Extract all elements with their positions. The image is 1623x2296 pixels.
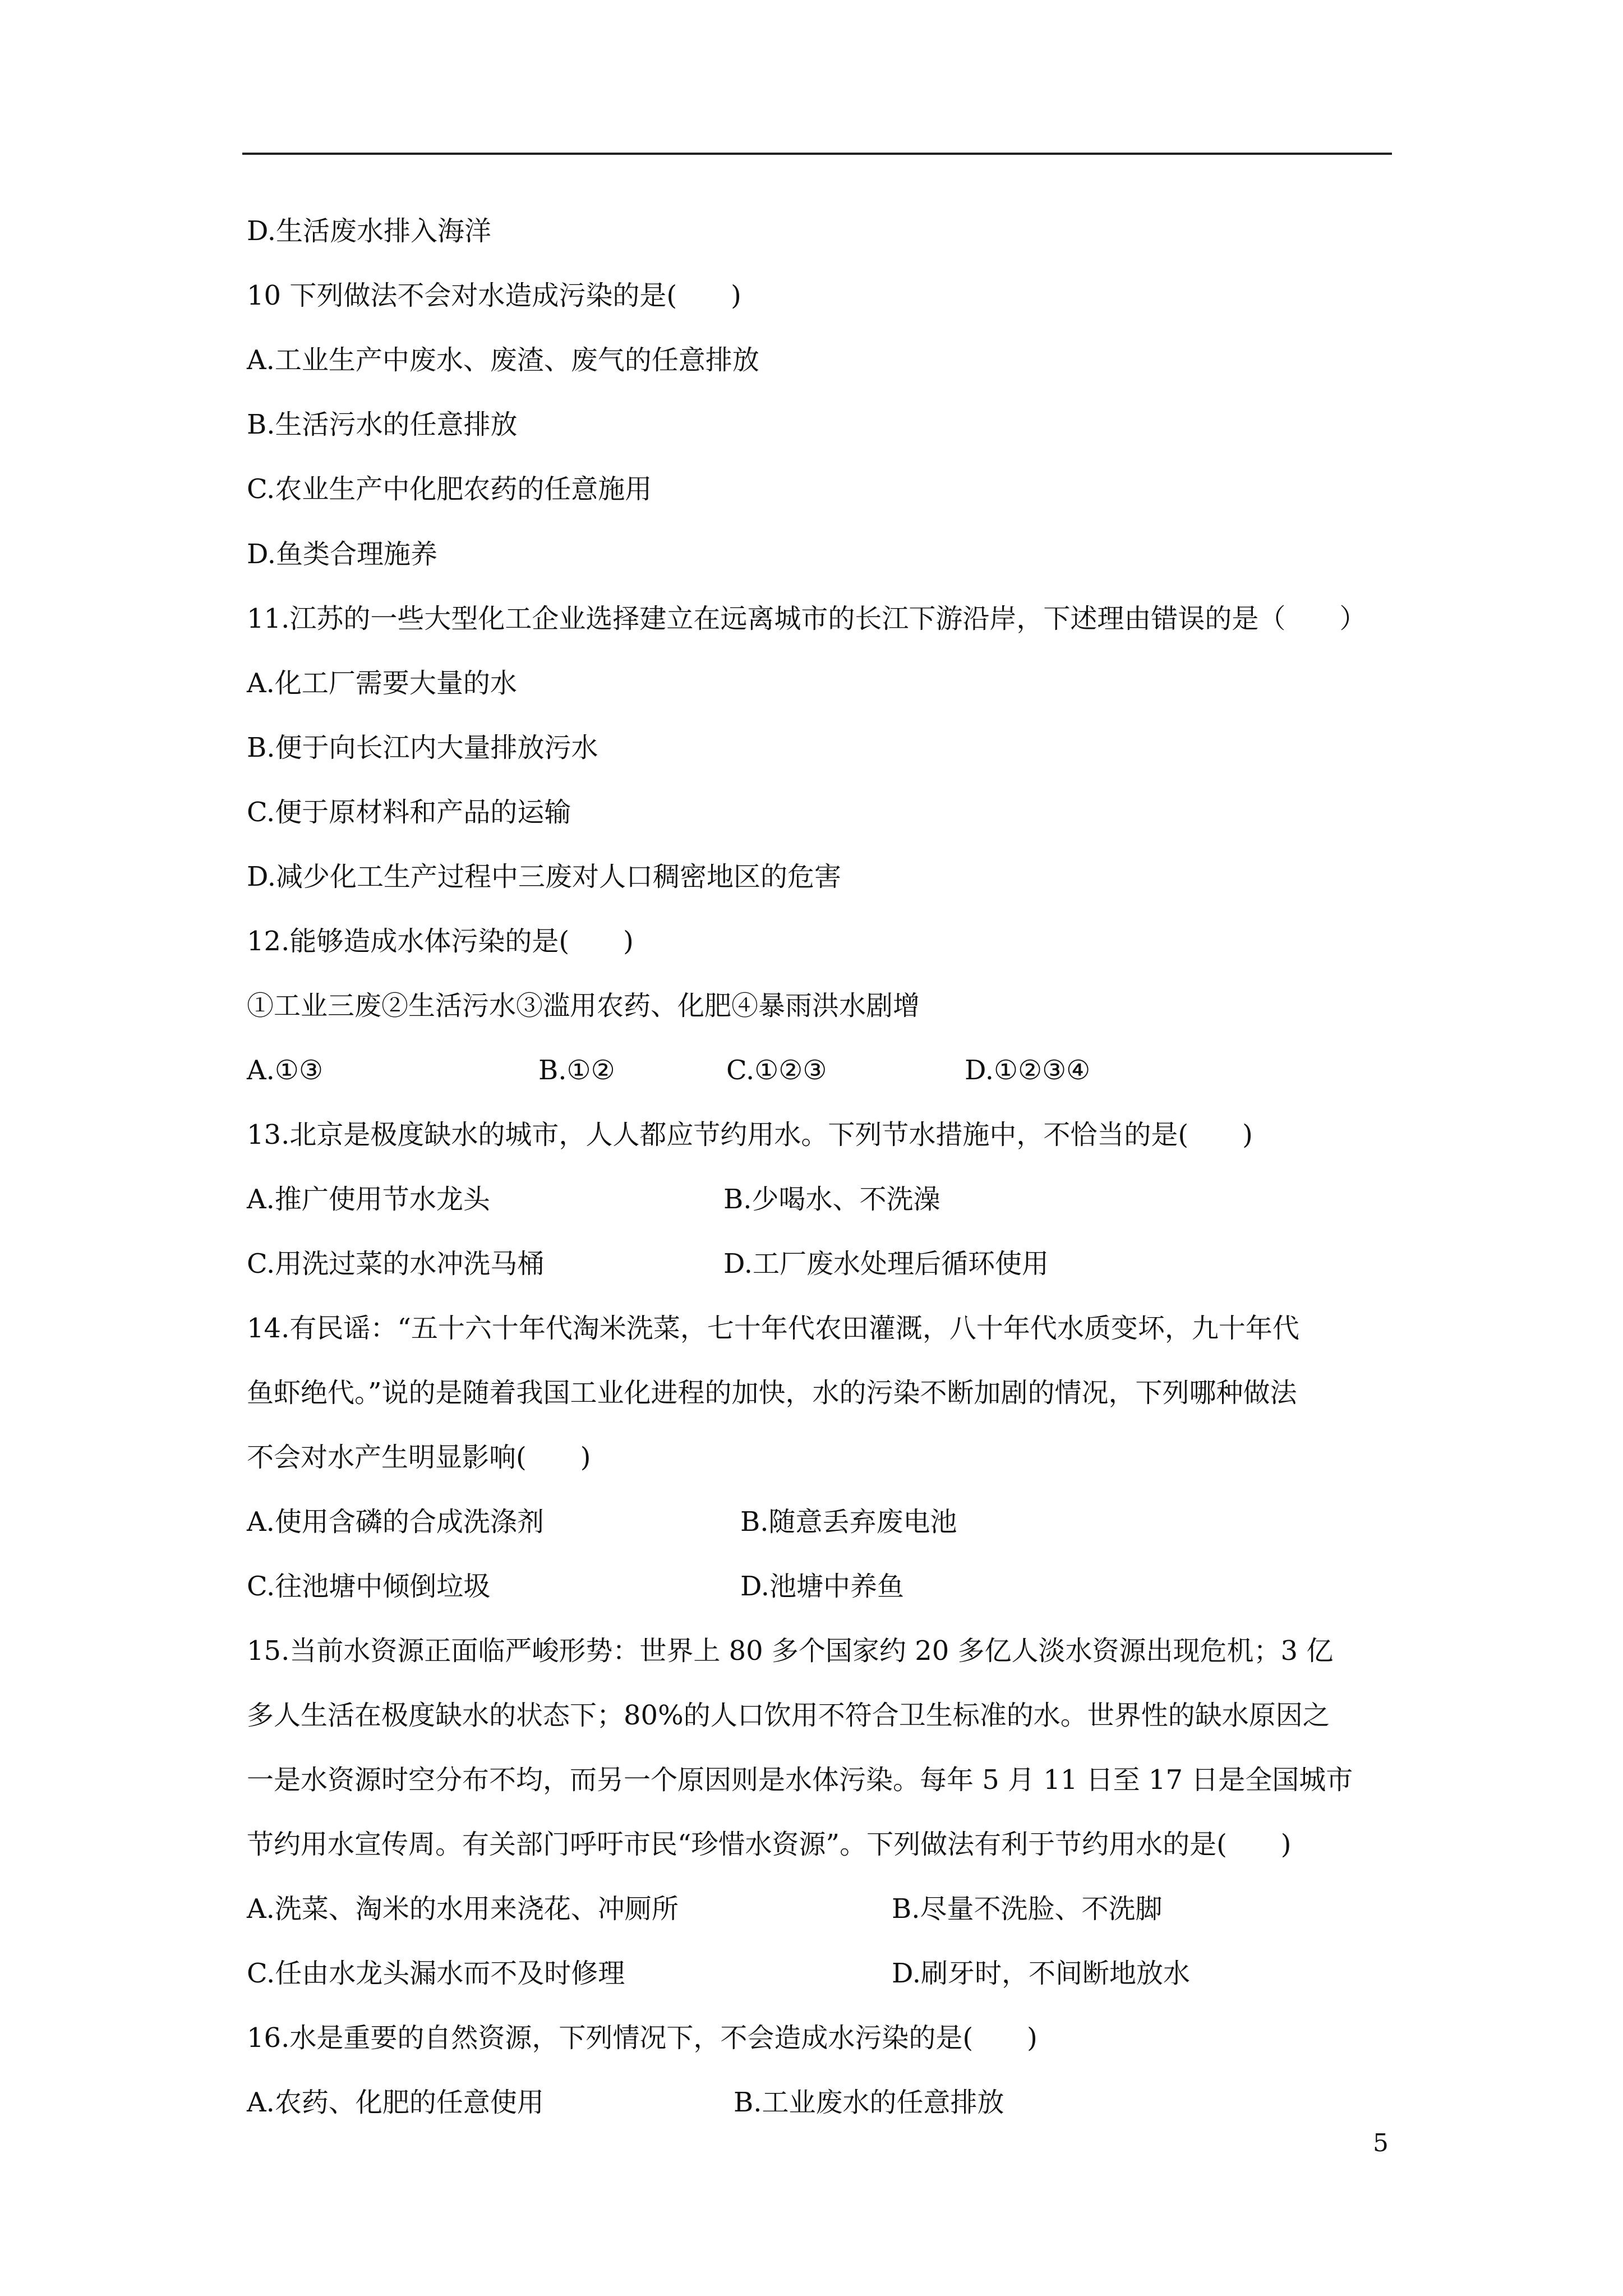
line-text: 节约用水宣传周。有关部门呼吁市民“珍惜水资源”。下列做法有利于节约用水的是( ) [247, 1829, 1292, 1860]
line-text: 一是水资源时空分布不均，而另一个原因则是水体污染。每年 5 月 11 日至 17 日是全国城市 [247, 1764, 1353, 1796]
answer-option: C.用洗过菜的水冲洗马桶 [247, 1248, 545, 1280]
line-text: 13.北京是极度缺水的城市，人人都应节约用水。下列节水措施中，不恰当的是( ) [247, 1119, 1253, 1151]
line-text: ①工业三废②生活污水③滥用农药、化肥④暴雨洪水剧增 [247, 990, 920, 1022]
answer-option: C.任由水龙头漏水而不及时修理 [247, 1958, 625, 1989]
answer-option: B.少喝水、不洗澡 [723, 1184, 940, 1215]
answer-option: B.工业废水的任意排放 [734, 2087, 1004, 2118]
answer-option: A.洗菜、淘米的水用来浇花、冲厕所 [247, 1893, 679, 1925]
header-rule [242, 153, 1392, 155]
page-number: 5 [1373, 2129, 1389, 2157]
answer-option: A.化工厂需要大量的水 [247, 668, 517, 699]
line-text: 14.有民谣：“五十六十年代淘米洗菜，七十年代农田灌溉，八十年代水质变坏，九十年代 [247, 1313, 1299, 1344]
answer-option: D.工厂废水处理后循环使用 [723, 1248, 1049, 1280]
line-text: 10 下列做法不会对水造成污染的是( ) [247, 280, 741, 311]
answer-option: C.便于原材料和产品的运输 [247, 797, 571, 828]
answer-option: D.生活废水排入海洋 [247, 215, 492, 247]
answer-option: C.往池塘中倾倒垃圾 [247, 1571, 491, 1602]
line-text: 12.能够造成水体污染的是( ) [247, 926, 634, 957]
answer-option: D.减少化工生产过程中三废对人口稠密地区的危害 [247, 861, 842, 892]
line-text: 16.水是重要的自然资源，下列情况下，不会造成水污染的是( ) [247, 2022, 1038, 2054]
answer-option: C.①②③ [726, 1055, 827, 1086]
line-text: 11.江苏的一些大型化工企业选择建立在远离城市的长江下游沿岸，下述理由错误的是（ ） [247, 603, 1367, 634]
line-text: 多人生活在极度缺水的状态下；80%的人口饮用不符合卫生标准的水。世界性的缺水原因之 [247, 1700, 1330, 1731]
answer-option: A.推广使用节水龙头 [247, 1184, 490, 1215]
answer-option: D.①②③④ [965, 1055, 1091, 1086]
answer-option: B.便于向长江内大量排放污水 [247, 732, 598, 763]
answer-option: A.使用含磷的合成洗涤剂 [247, 1506, 544, 1538]
answer-option: D.刷牙时，不间断地放水 [892, 1958, 1191, 1989]
answer-option: A.农药、化肥的任意使用 [247, 2087, 544, 2118]
line-text: 鱼虾绝代。”说的是随着我国工业化进程的加快，水的污染不断加剧的情况，下列哪种做法 [247, 1377, 1297, 1409]
answer-option: A.①③ [247, 1055, 323, 1086]
line-text: 不会对水产生明显影响( ) [247, 1442, 591, 1473]
line-text: 15.当前水资源正面临严峻形势：世界上 80 多个国家约 20 多亿人淡水资源出现危机；3 亿 [247, 1635, 1334, 1667]
answer-option: D.鱼类合理施养 [247, 539, 438, 570]
answer-option: B.随意丢弃废电池 [740, 1506, 957, 1538]
answer-option: B.尽量不洗脸、不洗脚 [892, 1893, 1163, 1925]
answer-option: B.生活污水的任意排放 [247, 409, 518, 440]
answer-option: B.①② [538, 1055, 615, 1086]
answer-option: D.池塘中养鱼 [740, 1571, 905, 1602]
answer-option: A.工业生产中废水、废渣、废气的任意排放 [247, 344, 759, 376]
answer-option: C.农业生产中化肥农药的任意施用 [247, 473, 652, 505]
